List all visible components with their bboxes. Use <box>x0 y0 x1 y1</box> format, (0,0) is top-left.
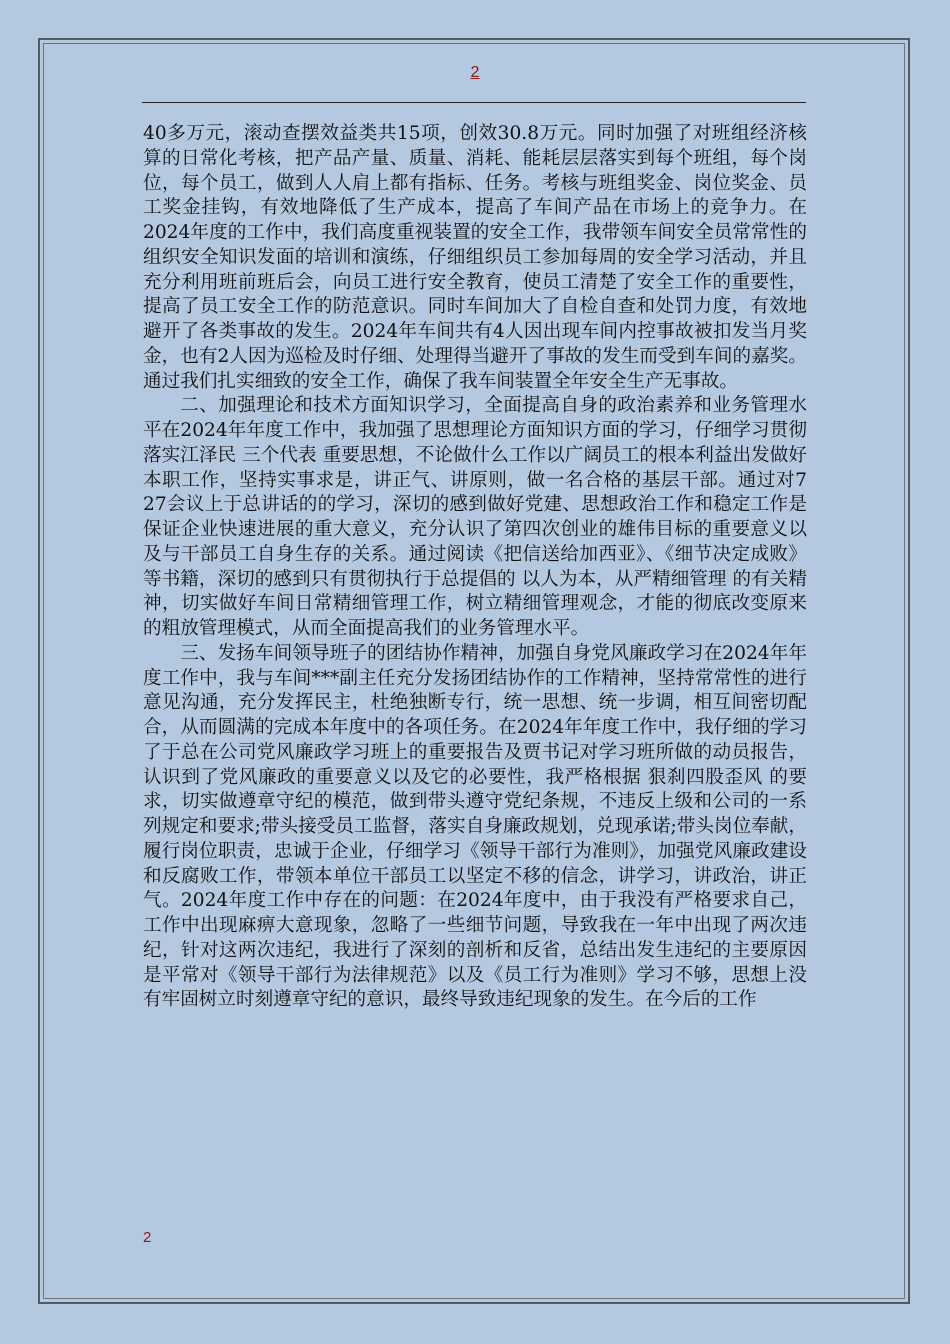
paragraph-section-three: 三、发扬车间领导班子的团结协作精神，加强自身党风廉政学习在2024年年度工作中，我与车间***副主任充分发扬团结协作的工作精神，坚持常常性的进行意见沟通，充分发挥民主，杜绝独断专行，统一思想、统一步调，相互间密切配合，从而圆满的完成本年度中的各项任务。在2024年年度工作中，我仔细的学习了于总在公司党风廉政学习班上的重要报告及贾书记对学习班所做的动员报告，认识到了党风廉政的重要意义以及它的必要性，我严格根据 狠刹四股歪风 的要求，切实做遵章守纪的模范，做到带头遵守党纪条规，不违反上级和公司的一系列规定和要求;带头接受员工监督，落实自身廉政规划，兑现承诺;带头岗位奉献，履行岗位职责，忠诚于企业，仔细学习《领导干部行为准则》，加强党风廉政建设和反腐败工作，带领本单位干部员工以坚定不移的信念，讲学习，讲政治，讲正气。2024年度工作中存在的问题：在2024年度中，由于我没有严格要求自己，工作中出现麻痹大意现象，忽略了一些细节问题，导致我在一年中出现了两次违纪，针对这两次违纪，我进行了深刻的剖析和反省，总结出发生违纪的主要原因是平常对《领导干部行为法律规范》以及《员工行为准则》学习不够，思想上没有牢固树立时刻遵章守纪的意识，最终导致违纪现象的发生。在今后的工作 <box>143 642 807 1011</box>
header-divider <box>142 102 806 103</box>
paragraph-section-two: 二、加强理论和技术方面知识学习，全面提高自身的政治素养和业务管理水平在2024年年度工作中，我加强了思想理论方面知识方面的学习，仔细学习贯彻落实江泽民 三个代表 重要思想，不论做什么工作以广阔员工的根本利益出发做好本职工作，坚持实事求是，讲正气、讲原则，做一名合格的基层干部。通过对7 27会议上于总讲话的的学习，深切的感到做好党建、思想政治工作和稳定工作是保证企业快速进展的重大意义，充分认识了第四次创业的雄伟目标的重要意义以及与干部员工自身生存的关系。通过阅读《把信送给加西亚》、《细节决定成败》等书籍，深切的感到只有贯彻执行于总提倡的 以人为本，从严精细管理 的有关精神，切实做好车间日常精细管理工作，树立精细管理观念，才能的彻底改变原来的粗放管理模式，从而全面提高我们的业务管理水平。 <box>143 395 807 639</box>
document-body <box>143 122 807 1013</box>
paragraph-continuation: 40多万元，滚动查摆效益类共15项，创效30.8万元。同时加强了对班组经济核算的日常化考核，把产品产量、质量、消耗、能耗层层落实到每个班组，每个岗位，每个员工，做到人人肩上都有指标、任务。考核与班组奖金、岗位奖金、员工奖金挂钩，有效地降低了生产成本，提高了车间产品在市场上的竞争力。在2024年度的工作中，我们高度重视装置的安全工作，我带领车间安全员常常性的组织安全知识发面的培训和演练，仔细组织员工参加每周的安全学习活动，并且充分利用班前班后会，向员工进行安全教育，使员工清楚了安全工作的重要性，提高了员工安全工作的防范意识。同时车间加大了自检自查和处罚力度，有效地避开了各类事故的发生。2024年车间共有4人因出现车间内控事故被扣发当月奖金，也有2人因为巡检及时仔细、处理得当避开了事故的发生而受到车间的嘉奖。通过我们扎实细致的安全工作，确保了我车间装置全年安全生产无事故。 <box>143 123 807 392</box>
header-page-number: 2 <box>470 64 480 81</box>
footer-page-number: 2 <box>143 1229 152 1246</box>
